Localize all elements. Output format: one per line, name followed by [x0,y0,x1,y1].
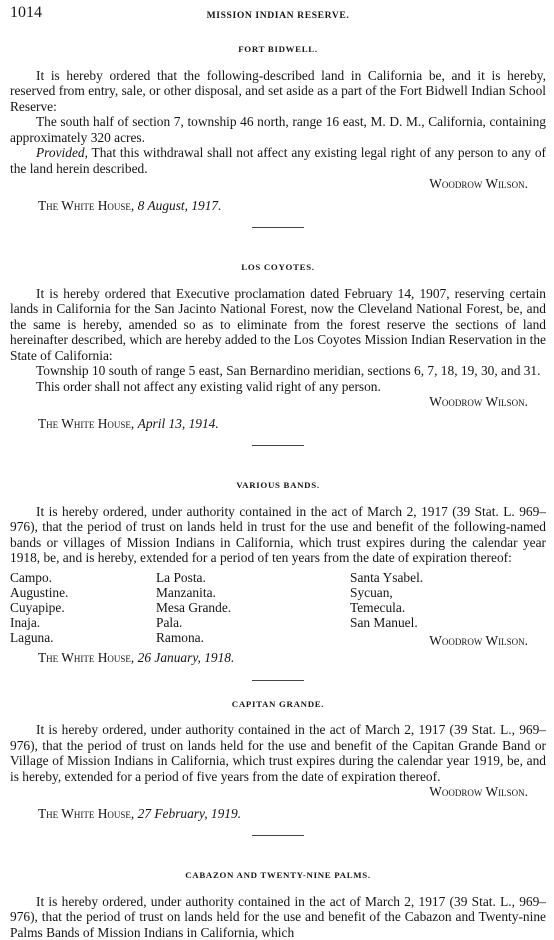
running-header [10,4,546,24]
place: The White House, [38,416,134,431]
section-various-bands [10,478,546,681]
band-name: Santa Ysabel. [350,570,540,585]
band-name: Inaja. [10,615,156,630]
bands-column-2 [156,570,350,645]
place-date [38,806,546,822]
bands-column-1 [10,570,156,645]
band-name: Pala. [156,615,350,630]
section-los-coyotes [10,260,546,446]
section-fort-bidwell [10,42,546,228]
section-divider [252,680,304,681]
section-cabazon [10,868,546,940]
page-number: 1014 [10,5,42,21]
section-title: VARIOUS BANDS. [10,478,546,494]
section-divider [252,445,304,446]
section-title: CAPITAN GRANDE. [10,697,546,713]
section-divider [252,835,304,836]
band-name: Temecula. [350,600,540,615]
proviso-paragraph [10,145,546,176]
band-name: La Posta. [156,570,350,585]
place: The White House, [38,806,134,821]
date: 27 February, 1919. [138,806,241,821]
section-title: FORT BIDWELL. [10,42,546,58]
signature: Woodrow Wilson. [10,784,546,800]
band-name: Augustine. [10,585,156,600]
order-paragraph: It is hereby ordered that Executive proclamation dated February 14, 1907, reserving certain lands in California for the San Jacinto National Forest, now the Cleveland National Forest, be, and the same is hereby, amended so as to eliminate from the forest reserve the sections of land hereinafter described, which are hereby added to the Los Coyotes Mission Indian Reservation in the State of California: [10,286,546,364]
band-name: Ramona. [156,630,350,645]
order-paragraph: It is hereby ordered, under authority contained in the act of March 2, 1917 (39 Stat. L., 969–976), that the period of trust on lands held for the use and benefit of the Cabazon and Twenty-nine Palms Bands of Mission Indians in California, which [10,894,546,940]
signature: Woodrow Wilson. [10,176,546,192]
date: April 13, 1914. [138,416,219,431]
land-description: Township 10 south of range 5 east, San Bernardino meridian, sections 6, 7, 18, 19, 30, and 31. [10,363,546,379]
band-name: Sycuan, [350,585,540,600]
order-paragraph: It is hereby ordered, under authority contained in the act of March 2, 1917 (39 Stat. L. 969–976), that the period of trust on lands held in trust for the use and benefit of the following-named bands or villages of Mission Indians in California, which trust expires during the calendar year 1918, be, and is hereby, extended for a period of ten years from the date of expiration thereof: [10,504,546,566]
band-name: Manzanita. [156,585,350,600]
band-name: Laguna. [10,630,156,645]
band-name: San Manuel. [350,615,540,630]
proviso-text: That this withdrawal shall not affect any existing legal right of any person to any of the land herein described. [10,145,546,176]
section-title: LOS COYOTES. [10,260,546,276]
section-capitan-grande [10,697,546,837]
band-name: Campo. [10,570,156,585]
land-description: The south half of section 7, township 46 north, range 16 east, M. D. M., California, containing approximately 320 acres. [10,114,546,145]
place-date [38,198,546,214]
section-divider [252,227,304,228]
running-title: MISSION INDIAN RESERVE. [10,8,546,24]
proviso-word: Provided, [36,145,88,160]
signature: Woodrow Wilson. [10,633,546,649]
order-paragraph: It is hereby ordered that the following-described land in California be, and it is hereby, reserved from entry, sale, or other disposal, and set aside as a part of the Fort Bidwell Indian School Reserve: [10,68,546,115]
signature: Woodrow Wilson. [10,394,546,410]
date: 26 January, 1918. [138,650,235,665]
place: The White House, [38,650,134,665]
band-name: Mesa Grande. [156,600,350,615]
order-paragraph: It is hereby ordered, under authority contained in the act of March 2, 1917 (39 Stat. L., 969–976), that the period of trust on lands held for the use and benefit of the Capitan Grande Band or Village of Mission Indians in California, which trust expires during the calendar year 1919, be, and is hereby, extended for a period of five years from the date of expiration thereof. [10,722,546,784]
place: The White House, [38,198,134,213]
place-date [38,650,546,666]
band-name: Cuyapipe. [10,600,156,615]
place-date [38,416,546,432]
rights-paragraph: This order shall not affect any existing valid right of any person. [10,379,546,395]
document-page [10,4,546,940]
section-title: CABAZON AND TWENTY-NINE PALMS. [10,868,546,884]
date: 8 August, 1917. [138,198,222,213]
